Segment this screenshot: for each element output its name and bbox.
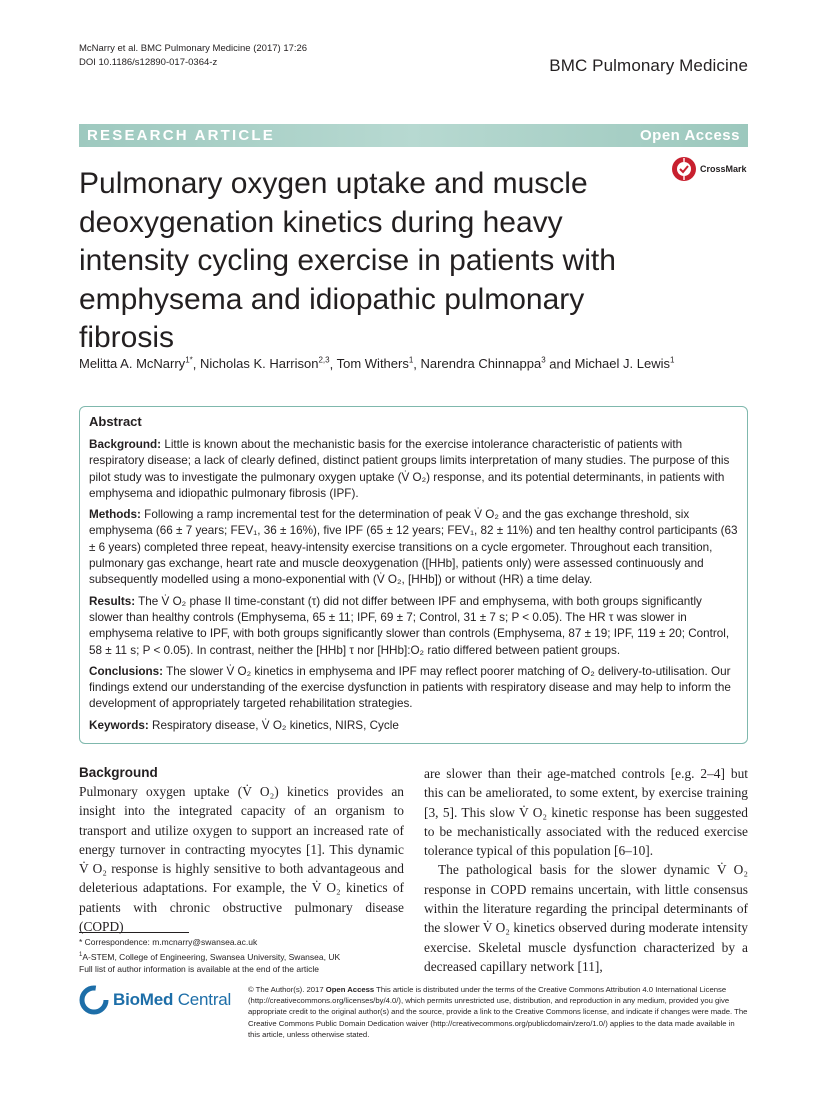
- abstract-results: Results: The V̇ O₂ phase II time-constant (τ) did not differ between IPF and emphysema, with both groups significantly slower than healthy controls (Emphysema, 65 ± 11; IPF, 69 ± 7; Control, 31 ± 7 s; P < 0.05). The HR τ was slower in emphysema relative to IPF, with both groups significantly slower than controls (Emphysema, 87 ± 19; IPF, 119 ± 20; Control, 58 ± 11 s; P < 0.05). In contrast, neither the [HHb] τ nor [HHb]:O₂ ratio differed between patient groups.: [89, 594, 730, 657]
- crossmark-badge[interactable]: [671, 156, 747, 182]
- author[interactable]: Tom Withers$^1$: [336, 356, 414, 372]
- doi: DOI 10.1186/s12890-017-0364-z: [79, 57, 218, 68]
- body-paragraph: Pulmonary oxygen uptake (V̇ O₂) kinetics provides an insight into the integrated capacity of an organism to transport and utilize oxygen to support an increased rate of energy turnover in contracting myocytes [1]. This dynamic V̇ O₂ response is highly sensitive to both advantageous and deleterious adaptations. For example, the V̇ O₂ kinetics of patients with chronic obstructive pulmonary disease (COPD): [79, 784, 404, 935]
- author[interactable]: Michael J. Lewis$^1$: [574, 356, 675, 372]
- abstract-box: [79, 406, 748, 744]
- citation: McNarry et al. BMC Pulmonary Medicine (2017) 17:26: [79, 43, 308, 54]
- correspondence[interactable]: * Correspondence: m.mcnarry@swansea.ac.uk: [79, 937, 258, 947]
- affiliation: $^1$A-STEM, College of Engineering, Swansea University, Swansea, UK: [79, 951, 341, 962]
- keywords: Keywords: Respiratory disease, V̇ O₂ kinetics, NIRS, Cycle: [89, 718, 399, 732]
- crossmark-icon: [671, 156, 697, 182]
- article-type-banner: [79, 124, 748, 147]
- author-info-note: Full list of author information is available at the end of the article: [79, 963, 320, 974]
- author[interactable]: Melitta A. McNarry$^{1*}$: [79, 356, 193, 372]
- open-access-label: Open Access: [640, 127, 740, 144]
- author-list: Melitta A. McNarry$^{1*}$, Nicholas K. Harrison$^{2,3}$, Tom Withers$^1$, Narendra Chinnappa$^3$ and Michael J. Lewis$^1$: [79, 356, 675, 372]
- logo-text: BioMed Central: [113, 990, 232, 1009]
- body-column-right: [424, 764, 748, 976]
- body-paragraph: The pathological basis for the slower dynamic V̇ O₂ response in COPD remains uncertain, with little consensus within the literature regarding the principal determinants of the slower V̇ O₂ kinetics observed during moderate intensity exercise. Skeletal muscle dysfunction characterized by a decreased capillary network [11],: [424, 862, 748, 974]
- body-column-left: [79, 764, 404, 936]
- footnote-divider: [79, 932, 189, 933]
- journal-name: BMC Pulmonary Medicine: [549, 56, 748, 75]
- abstract-conclusions: Conclusions: The slower V̇ O₂ kinetics in emphysema and IPF may reflect poorer matching of O₂ delivery-to-utilisation. Our findings extend our understanding of the exercise dysfunction in patients with respiratory disease and may help to inform the development of appropriately targeted rehabilitation strategies.: [89, 664, 731, 711]
- section-heading: Background: [79, 765, 158, 780]
- article-title: Pulmonary oxygen uptake and muscle deoxygenation kinetics during heavy intensity cycling exercise in patients with emphysema and idiopathic pulmonary fibrosis: [79, 167, 616, 354]
- body-paragraph: are slower than their age-matched controls [e.g. 2–4] but this can be ameliorated, to some extent, by exercise training [3, 5]. This slow V̇ O₂ kinetic response has been suggested to be mechanistically associated with the reduced exercise tolerance typical of this population [6–10].: [424, 766, 748, 859]
- footnotes: [79, 936, 409, 975]
- abstract-background: Background: Little is known about the mechanistic basis for the exercise intolerance characteristic of patients with respiratory disease; a lack of clearly defined, distinct patient groups limits interpretation of many studies. The purpose of this pilot study was to investigate the pulmonary oxygen uptake (V̇ O₂) response, and its potential determinants, in patients with emphysema and idiopathic pulmonary fibrosis (IPF).: [89, 438, 730, 500]
- author[interactable]: Nicholas K. Harrison$^{2,3}$: [199, 356, 330, 372]
- author[interactable]: Narendra Chinnappa$^3$: [420, 356, 546, 372]
- license-statement: © The Author(s). 2017 Open Access This article is distributed under the terms of the Creative Commons Attribution 4.0 International License (http://creativecommons.org/licenses/by/4.0/), which permits unrestricted use, distribution, and reproduction in any medium, provided you give appropriate credit to the original author(s) and the source, provide a link to the Creative Commons license, and indicate if changes were made. The Creative Commons Public Domain Dedication waiver (http://creativecommons.org/publicdomain/zero/1.0/) applies to the data made available in this article, unless otherwise stated.: [248, 985, 748, 1039]
- abstract-heading: Abstract: [89, 414, 142, 429]
- biomed-central-icon: [79, 985, 109, 1015]
- crossmark-label: CrossMark: [700, 164, 747, 174]
- biomed-central-logo[interactable]: [79, 985, 231, 1015]
- running-header: [79, 42, 307, 70]
- abstract-methods: Methods: Following a ramp incremental test for the determination of peak V̇ O₂ and the gas exchange threshold, six emphysema (66 ± 7 years; FEV₁, 36 ± 16%), five IPF (65 ± 12 years; FEV₁, 82 ± 11%) and ten healthy control participants (63 ± 6 years) completed three repeat, heavy-intensity exercise transitions on a cycle ergometer. Throughout each transition, pulmonary gas exchange, heart rate and muscle deoxygenation ([HHb], patients only) were assessed continuously and subsequently modelled using a mono-exponential with (V̇ O₂, [HHb]) or without (HR) a time delay.: [89, 508, 738, 587]
- article-type: RESEARCH ARTICLE: [87, 127, 275, 144]
